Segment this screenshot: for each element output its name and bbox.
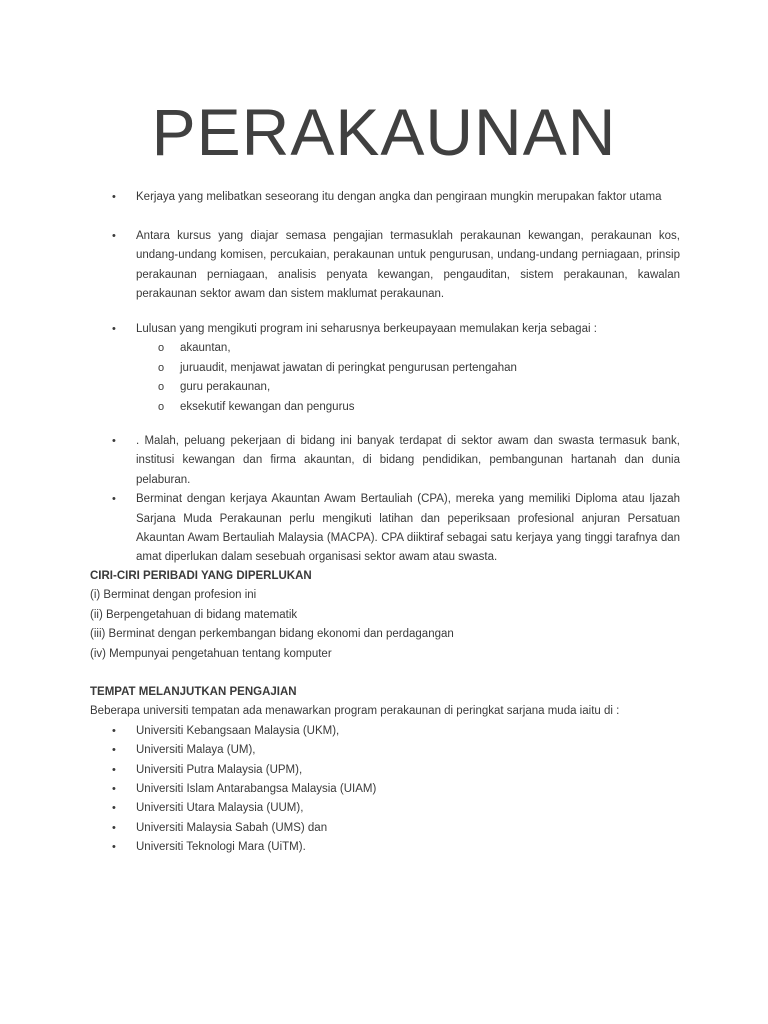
sub-item-text: guru perakaunan,	[180, 381, 271, 394]
bullet-marker: •	[112, 493, 116, 506]
sub-bullet-marker: o	[158, 361, 165, 374]
bullet-marker: •	[112, 191, 116, 203]
university-item	[90, 838, 680, 857]
university-name: Universiti Malaya (UM),	[136, 744, 256, 757]
bullet-item	[90, 188, 680, 207]
trait-item: (i) Berminat dengan profesion ini	[90, 589, 257, 602]
trait-item: (iii) Berminat dengan perkembangan bidang ekonomi dan perdagangan	[90, 628, 454, 641]
sub-bullet-marker: o	[158, 342, 165, 355]
university-item	[90, 799, 680, 818]
bullet-marker: •	[112, 435, 116, 447]
bullet-item	[90, 432, 680, 568]
bullet-item	[90, 227, 680, 305]
traits-section	[90, 567, 680, 664]
bullet-marker: •	[112, 763, 116, 776]
bullet-text: Berminat dengan kerjaya Akauntan Awam Bertauliah (CPA), mereka yang memiliki Diploma atau Ijazah Sarjana Muda Perakaunan perlu mengikuti latihan dan peperiksaan profesional anjuran Persatuan Akauntan Awam Bertauliah Malaysia (MACPA). CPA diiktiraf sebagai satu kerjaya yang tinggi tarafnya dan amat diperlukan dalam sesebuah organisasi sektor awam atau swasta.	[136, 493, 680, 564]
bullet-marker: •	[112, 821, 116, 834]
trait-item: (iv) Mempunyai pengetahuan tentang komputer	[90, 647, 332, 660]
sub-list-item	[90, 339, 680, 358]
university-item	[90, 722, 680, 741]
sub-list-item	[90, 378, 680, 397]
sub-bullet-marker: o	[158, 381, 165, 394]
bullet-marker: •	[112, 323, 116, 335]
sub-list-item	[90, 359, 680, 378]
university-item	[90, 819, 680, 838]
study-section	[90, 683, 680, 858]
university-item	[90, 741, 680, 760]
bullet-marker: •	[112, 802, 116, 815]
sub-item-text: akauntan,	[180, 342, 231, 355]
bullet-text: Antara kursus yang diajar semasa pengajian termasuklah perakaunan kewangan, perakaunan kos, undang-undang komisen, percukaian, perakaunan untuk pengurusan, undang-undang perniagaan, prinsip perakaunan perniagaan, analisis penyata kewangan, pengauditan, sistem perakaunan, kawalan perakaunan sektor awam dan sistem maklumat perakaunan.	[136, 230, 680, 301]
study-intro: Beberapa universiti tempatan ada menawarkan program perakaunan di peringkat sarjana muda iaitu di :	[90, 705, 620, 718]
university-name: Universiti Teknologi Mara (UiTM).	[136, 841, 306, 854]
university-name: Universiti Utara Malaysia (UUM),	[136, 802, 304, 815]
sub-item-text: eksekutif kewangan dan pengurus	[180, 400, 355, 413]
university-item	[90, 761, 680, 780]
bullet-marker: •	[112, 841, 116, 854]
university-name: Universiti Islam Antarabangsa Malaysia (UIAM)	[136, 783, 377, 796]
bullet-marker: •	[112, 724, 116, 737]
university-item	[90, 780, 680, 799]
bullet-marker: •	[112, 783, 116, 796]
section-heading: CIRI-CIRI PERIBADI YANG DIPERLUKAN	[90, 570, 312, 582]
sub-list-item	[90, 398, 680, 417]
bullet-text: Kerjaya yang melibatkan seseorang itu dengan angka dan pengiraan mungkin merupakan faktor utama	[136, 191, 662, 203]
university-name: Universiti Putra Malaysia (UPM),	[136, 763, 303, 776]
sub-item-text: juruaudit, menjawat jawatan di peringkat pengurusan pertengahan	[180, 361, 517, 374]
trait-item: (ii) Berpengetahuan di bidang matematik	[90, 608, 298, 621]
university-name: Universiti Malaysia Sabah (UMS) dan	[136, 821, 328, 834]
bullet-marker: •	[112, 744, 116, 757]
bullet-marker: •	[112, 230, 116, 242]
section-heading: TEMPAT MELANJUTKAN PENGAJIAN	[90, 686, 297, 698]
bullet-text: . Malah, peluang pekerjaan di bidang ini banyak terdapat di sektor awam dan swasta termasuk bank, institusi kewangan dan firma akauntan, di bidang pendidikan, pembangunan hartanah dan dunia pelaburan.	[136, 435, 680, 486]
university-name: Universiti Kebangsaan Malaysia (UKM),	[136, 724, 340, 737]
sub-bullet-marker: o	[158, 400, 165, 413]
bullet-item	[90, 320, 680, 417]
bullet-text: Lulusan yang mengikuti program ini seharusnya berkeupayaan memulakan kerja sebagai :	[136, 323, 597, 335]
page-title: PERAKAUNAN	[151, 95, 617, 169]
